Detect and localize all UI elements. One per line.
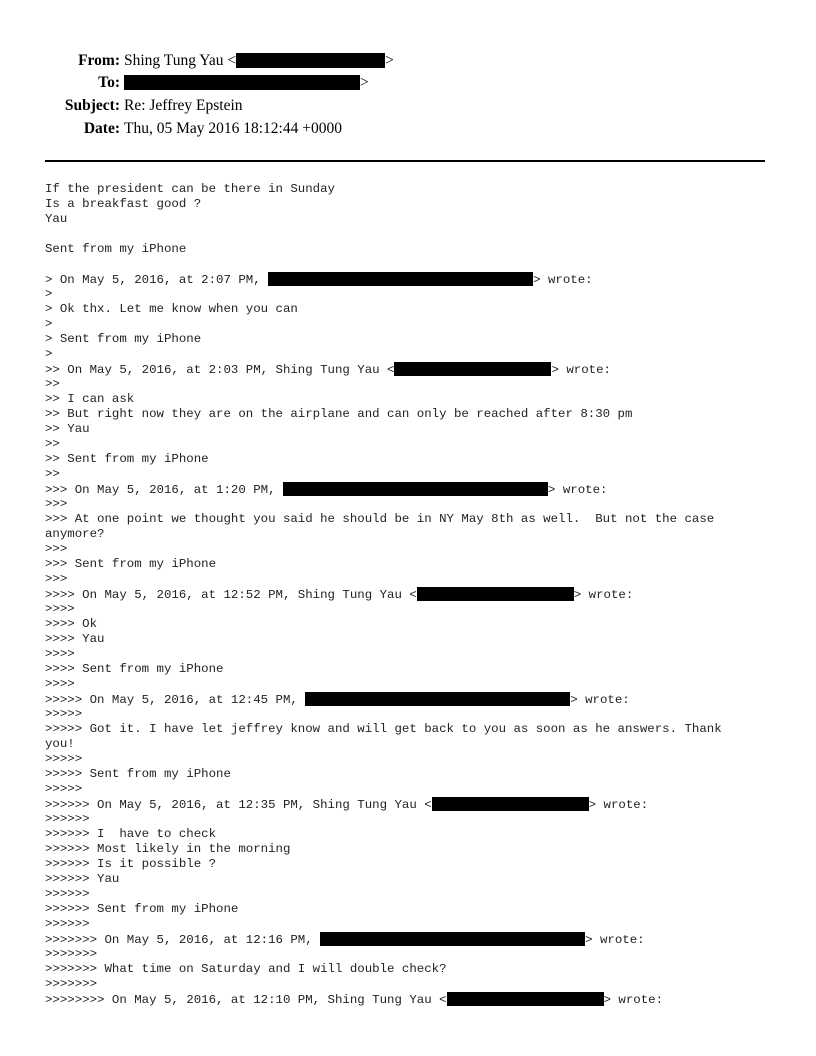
body-line: >>>> bbox=[45, 647, 75, 661]
quote-header-text: >> On May 5, 2016, at 2:03 PM, Shing Tung Yau < bbox=[45, 363, 395, 377]
to-close: > bbox=[360, 74, 369, 91]
subject-label: Subject: bbox=[64, 97, 120, 114]
body-line: >>>>>> Yau bbox=[45, 872, 120, 886]
body-line: >>> At one point we thought you said he should be in NY May 8th as well. But not the case bbox=[45, 512, 715, 526]
quote-header-suffix: > wrote: bbox=[533, 273, 593, 287]
redaction-block bbox=[394, 362, 551, 376]
body-line: >> bbox=[45, 437, 60, 451]
to-label: To: bbox=[98, 74, 120, 91]
date-value: Thu, 05 May 2016 18:12:44 +0000 bbox=[124, 120, 342, 137]
quote-header-text: >>>>>> On May 5, 2016, at 12:35 PM, Shing Tung Yau < bbox=[45, 798, 432, 812]
quote-header-suffix: > wrote: bbox=[603, 993, 664, 1007]
redaction-block bbox=[432, 797, 589, 811]
blank-line bbox=[45, 257, 775, 272]
body-line: > bbox=[45, 287, 53, 301]
header-divider bbox=[45, 160, 765, 162]
quote-header-text: >>>> On May 5, 2016, at 12:52 PM, Shing Tung Yau < bbox=[45, 588, 417, 602]
body-line: >> Yau bbox=[45, 422, 90, 436]
quote-header-text: >>> On May 5, 2016, at 1:20 PM, bbox=[45, 483, 283, 497]
quote-header-line bbox=[45, 587, 775, 602]
body-line: >> Sent from my iPhone bbox=[45, 452, 209, 466]
date-label: Date: bbox=[83, 120, 120, 137]
body-line: >>>> Ok bbox=[45, 617, 98, 631]
body-line: >> I can ask bbox=[45, 392, 135, 406]
redaction-block bbox=[305, 692, 570, 706]
body-line: >>>>>>> bbox=[45, 977, 98, 991]
body-line: >> bbox=[45, 377, 60, 391]
redaction-block bbox=[320, 932, 585, 946]
email-body bbox=[45, 182, 775, 1007]
body-line: >>>>> bbox=[45, 782, 83, 796]
body-line: Yau bbox=[45, 212, 68, 226]
body-line: > Sent from my iPhone bbox=[45, 332, 202, 346]
quote-header-line bbox=[45, 362, 775, 377]
from-row bbox=[0, 52, 816, 72]
date-row bbox=[0, 120, 816, 140]
body-line: >> bbox=[45, 467, 60, 481]
redaction-block bbox=[124, 75, 360, 90]
subject-row bbox=[0, 97, 816, 117]
from-close: > bbox=[385, 52, 394, 69]
quote-header-line bbox=[45, 797, 775, 812]
body-line: >>> bbox=[45, 572, 68, 586]
body-line: >>>> Yau bbox=[45, 632, 105, 646]
redaction-block bbox=[417, 587, 574, 601]
quote-header-suffix: > wrote: bbox=[573, 588, 634, 602]
quote-header-line bbox=[45, 932, 775, 947]
to-row bbox=[0, 74, 816, 94]
quote-header-line bbox=[45, 992, 775, 1007]
body-line: >>>>> Sent from my iPhone bbox=[45, 767, 231, 781]
quote-header-suffix: > wrote: bbox=[588, 798, 649, 812]
quote-header-suffix: > wrote: bbox=[570, 693, 630, 707]
body-line: >>>>> Got it. I have let jeffrey know and will get back to you as soon as he answers. Thank bbox=[45, 722, 722, 736]
body-line: >>>>> bbox=[45, 752, 83, 766]
body-line: Sent from my iPhone bbox=[45, 242, 187, 256]
body-line: > bbox=[45, 347, 53, 361]
body-line: >>>>>>> What time on Saturday and I will double check? bbox=[45, 962, 447, 976]
body-line: If the president can be there in Sunday bbox=[45, 182, 335, 196]
from-name: Shing Tung Yau < bbox=[124, 52, 237, 69]
body-line: >>> bbox=[45, 497, 68, 511]
quote-header-text: >>>>>>> On May 5, 2016, at 12:16 PM, bbox=[45, 933, 321, 947]
subject-value: Re: Jeffrey Epstein bbox=[124, 97, 243, 114]
body-line: >>>>>>> bbox=[45, 947, 98, 961]
body-line: >>> Sent from my iPhone bbox=[45, 557, 217, 571]
body-line: >> But right now they are on the airplane and can only be reached after 8:30 pm bbox=[45, 407, 633, 421]
body-line: anymore? bbox=[45, 527, 105, 541]
redaction-block bbox=[283, 482, 548, 496]
quote-header-text: > On May 5, 2016, at 2:07 PM, bbox=[45, 273, 269, 287]
quote-header-text: >>>>>>>> On May 5, 2016, at 12:10 PM, Shing Tung Yau < bbox=[45, 993, 447, 1007]
redaction-block bbox=[447, 992, 604, 1006]
quote-header-line bbox=[45, 692, 775, 707]
body-line: > Ok thx. Let me know when you can bbox=[45, 302, 298, 316]
body-line: >>> bbox=[45, 542, 68, 556]
to-value bbox=[124, 74, 369, 92]
body-line: >>>> Sent from my iPhone bbox=[45, 662, 224, 676]
body-line: >>>>>> Most likely in the morning bbox=[45, 842, 291, 856]
body-line: >>>>>> bbox=[45, 812, 90, 826]
from-value bbox=[124, 52, 394, 70]
blank-line bbox=[45, 227, 775, 242]
quote-header-line bbox=[45, 272, 775, 287]
from-label: From: bbox=[78, 52, 120, 69]
body-line: >>>>>> Is it possible ? bbox=[45, 857, 217, 871]
body-line: >>>>>> bbox=[45, 887, 90, 901]
body-line: >>>>>> I have to check bbox=[45, 827, 217, 841]
body-line: you! bbox=[45, 737, 75, 751]
quote-header-suffix: > wrote: bbox=[551, 363, 611, 377]
redaction-block bbox=[236, 53, 385, 68]
body-line: >>>> bbox=[45, 677, 75, 691]
body-line: >>>>>> bbox=[45, 917, 90, 931]
redaction-block bbox=[268, 272, 533, 286]
body-line: > bbox=[45, 317, 53, 331]
body-line: >>>> bbox=[45, 602, 75, 616]
quote-header-text: >>>>> On May 5, 2016, at 12:45 PM, bbox=[45, 693, 306, 707]
body-line: >>>>> bbox=[45, 707, 83, 721]
quote-header-suffix: > wrote: bbox=[585, 933, 645, 947]
body-line: >>>>>> Sent from my iPhone bbox=[45, 902, 239, 916]
body-line: Is a breakfast good ? bbox=[45, 197, 202, 211]
quote-header-suffix: > wrote: bbox=[547, 483, 608, 497]
quote-header-line bbox=[45, 482, 775, 497]
